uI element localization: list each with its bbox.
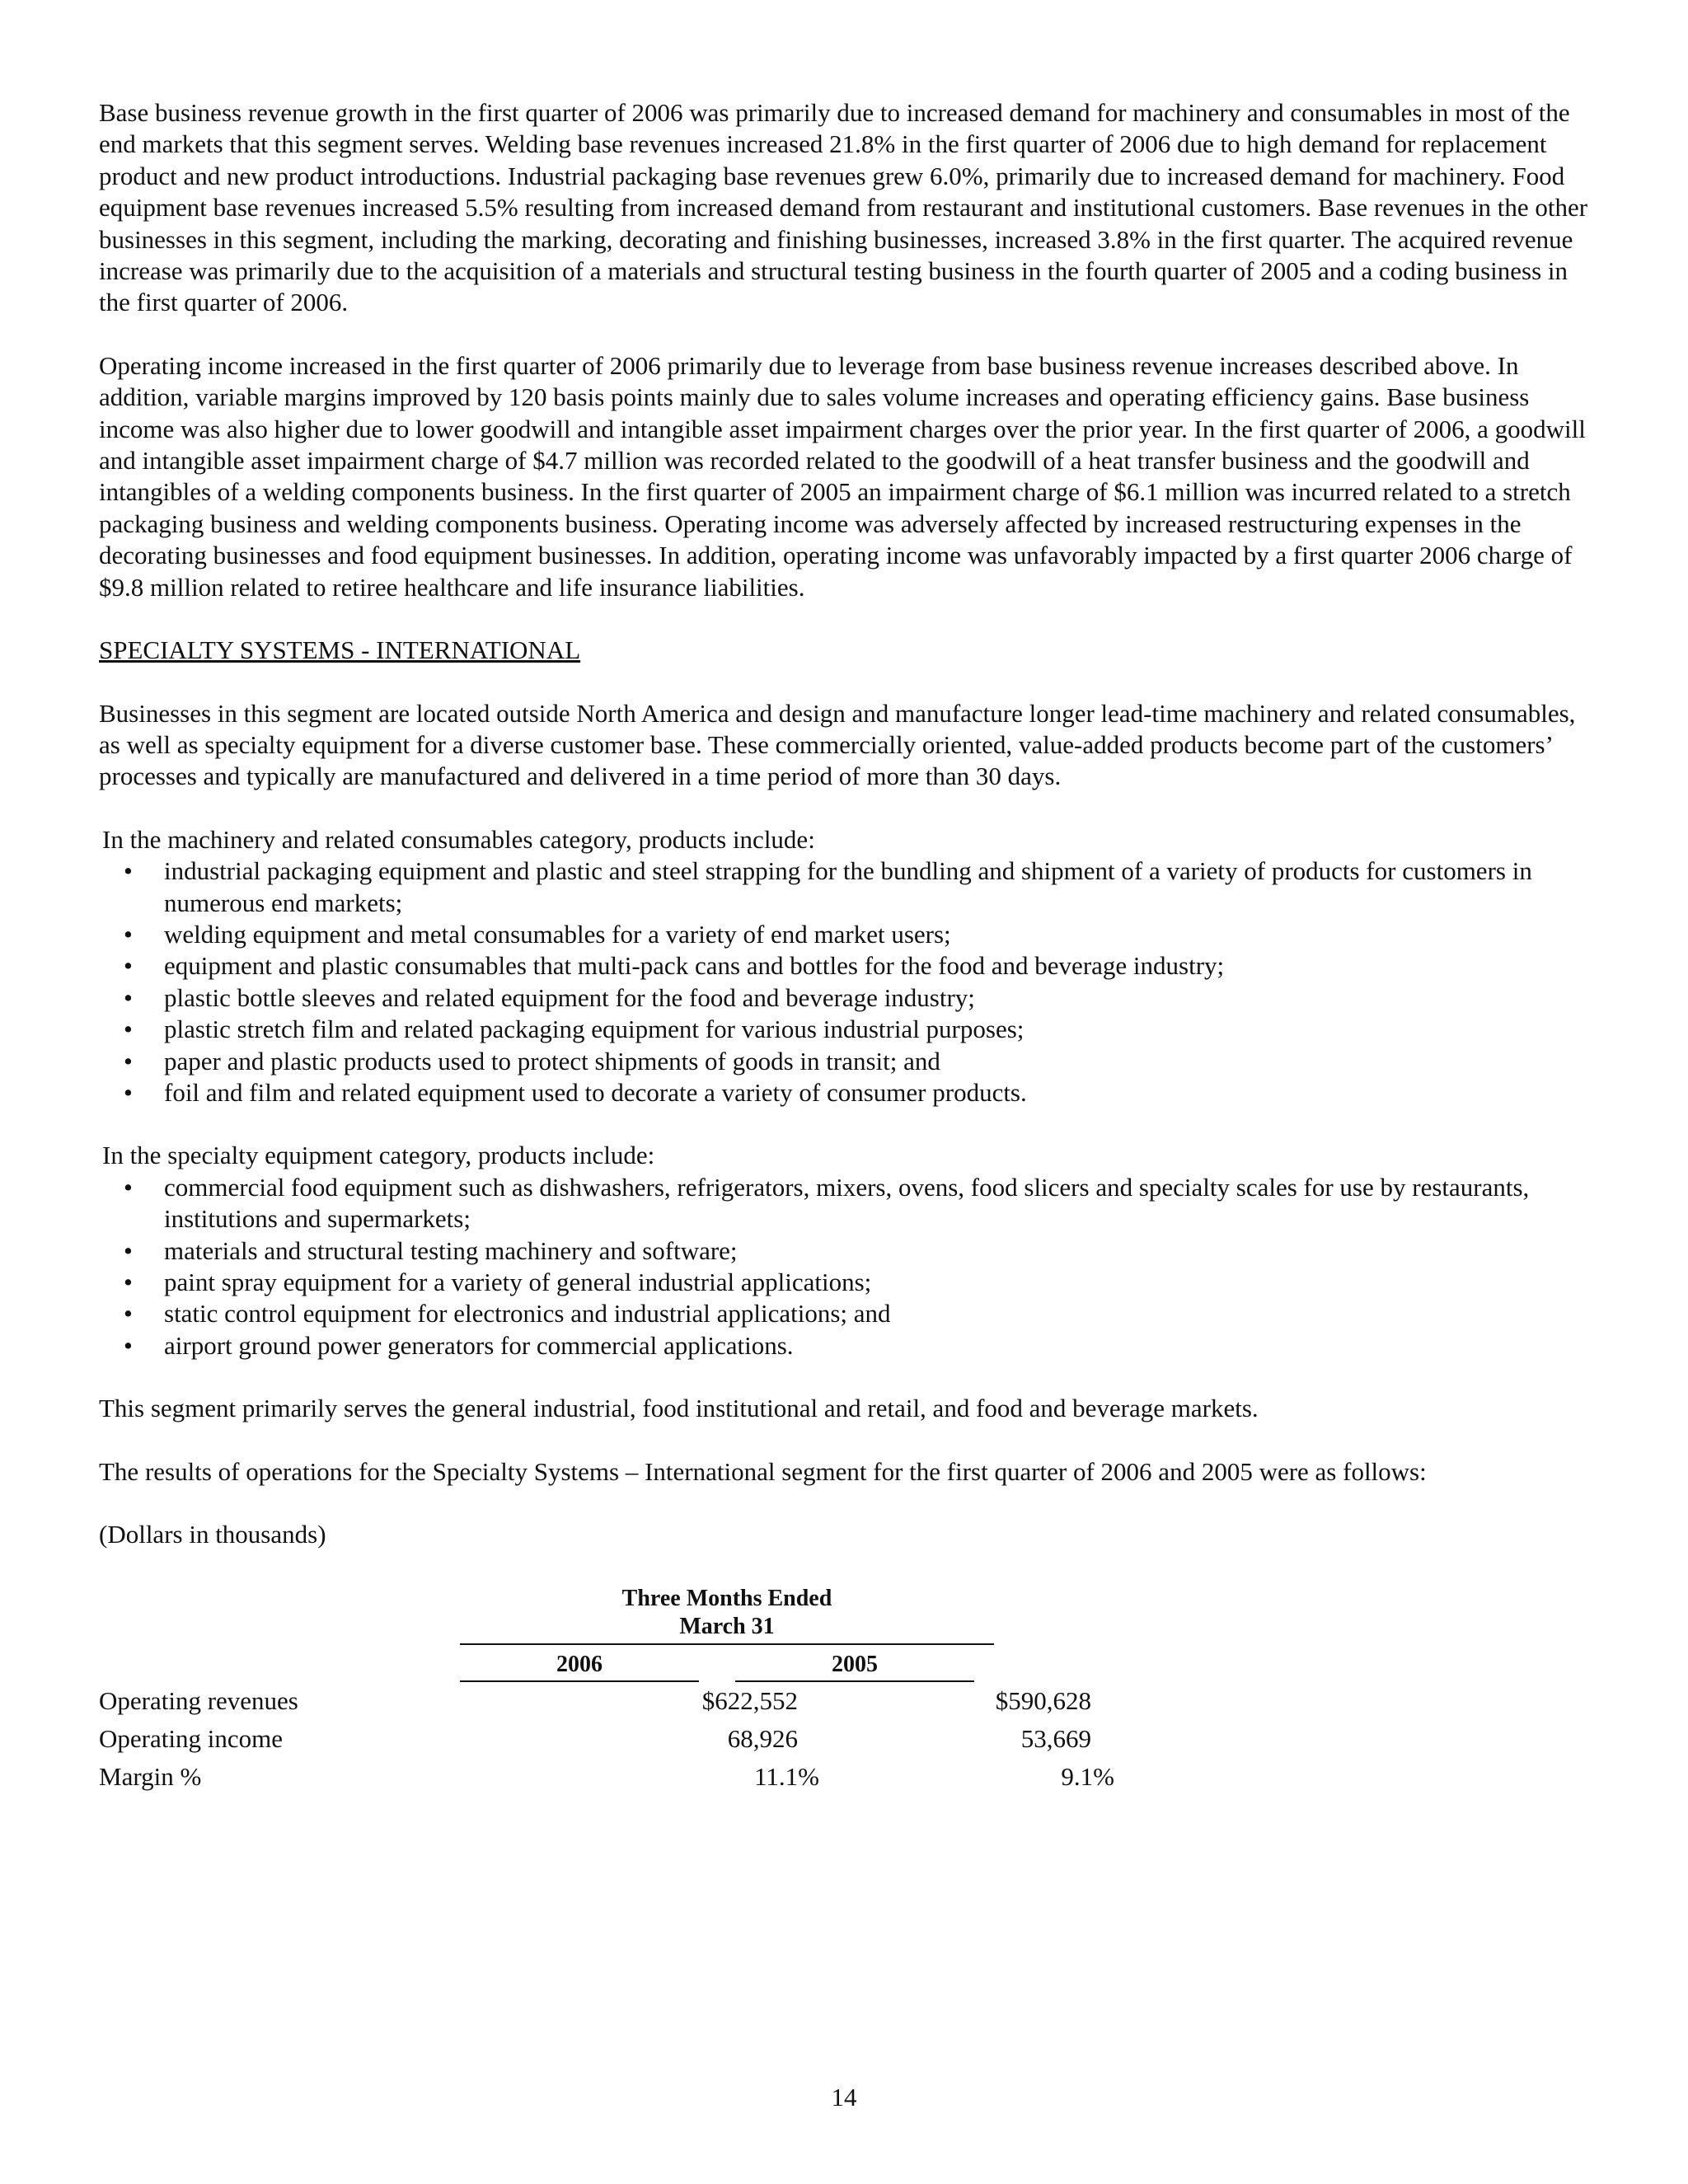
header-rule (460, 1643, 994, 1645)
paragraph-operating-income: Operating income increased in the first quarter of 2006 primarily due to leverage from base business revenue increases described above. In addition, variable margins improved by 120 basis points mainly due to sales volume increases and operating efficiency gains. Base business income was also higher due to lower goodwill and intangible asset impairment charges over the prior year. In the first quarter of 2006, a goodwill and intangible asset impairment charge of $4.7 million was recorded related to the goodwill of a heat transfer business and the goodwill and intangibles of a welding components business. In the first quarter of 2005 an impairment charge of $6.1 million was incurred related to a stretch packaging business and welding components business. Operating income was adversely affected by increased restructuring expenses in the decorating businesses and food equipment businesses. In addition, operating income was unfavorably impacted by a first quarter 2006 charge of $9.8 million related to retiree healthcare and life insurance liabilities. (99, 350, 1586, 602)
bullet-icon: • (124, 1077, 133, 1107)
value-margin-2006: 11.1% (754, 1762, 819, 1791)
bullet-icon: • (124, 1268, 133, 1296)
column-header-2005: 2005 (832, 1652, 878, 1677)
list-item: • static control equipment for electronics and industrial applications; and (99, 1298, 1591, 1329)
bullet-icon: • (124, 856, 133, 886)
bullet-icon: • (124, 1299, 133, 1329)
machinery-bullets (99, 855, 1591, 1108)
document-body (99, 97, 1591, 1550)
column-rule-2005 (735, 1680, 974, 1682)
value-income-2006: 68,926 (727, 1724, 798, 1753)
bullet-icon: • (124, 1172, 133, 1202)
list-item: • paint spray equipment for a variety of general industrial applications; (99, 1267, 1591, 1298)
bullet-icon: • (124, 1015, 133, 1044)
list-item: • materials and structural testing machinery and software; (99, 1235, 1591, 1267)
specialty-list (99, 1140, 1591, 1361)
value-income-2005: 53,669 (1020, 1724, 1091, 1753)
specialty-list-intro: In the specialty equipment category, products include: (102, 1141, 655, 1170)
table-header-period: Three Months Ended (621, 1586, 832, 1611)
row-label-margin: Margin % (99, 1762, 202, 1791)
bullet-icon: • (124, 919, 133, 949)
list-item: • welding equipment and metal consumables for a variety of end market users; (99, 919, 1591, 950)
machinery-list-intro: In the machinery and related consumables category, products include: (102, 824, 815, 854)
list-item: • equipment and plastic consumables that multi-pack cans and bottles for the food and beverage industry; (99, 950, 1591, 982)
column-rule-2006 (460, 1680, 699, 1682)
list-item: • commercial food equipment such as dishwashers, refrigerators, mixers, ovens, food slicers and specialty scales for use by restaurants, institutions and supermarkets; (124, 1172, 1530, 1234)
bullet-icon: • (124, 1330, 133, 1360)
value-margin-2005: 9.1% (1061, 1762, 1114, 1791)
bullet-icon: • (124, 982, 133, 1012)
paragraph-markets: This segment primarily serves the general industrial, food institutional and retail, and food and beverage markets. (99, 1394, 1259, 1423)
list-item: • plastic stretch film and related packaging equipment for various industrial purposes; (99, 1014, 1591, 1045)
column-header-2006: 2006 (556, 1652, 603, 1677)
paragraph-results-intro: The results of operations for the Specialty Systems – International segment for the first quarter of 2006 and 2005 were as follows: (99, 1456, 1427, 1486)
machinery-list (99, 824, 1591, 1109)
specialty-bullets (99, 1172, 1591, 1361)
list-item: • airport ground power generators for commercial applications. (99, 1330, 1591, 1361)
row-label-operating-revenues: Operating revenues (99, 1686, 298, 1715)
list-item: • industrial packaging equipment and plastic and steel strapping for the bundling and shipment of a variety of products for customers in numerous end markets; (124, 856, 1532, 917)
section-heading: SPECIALTY SYSTEMS - INTERNATIONAL (99, 635, 581, 665)
paragraph-segment-description: Businesses in this segment are located outside North America and design and manufacture longer lead-time machinery and related consumables, as well as specialty equipment for a diverse customer base. These commercially oriented, value-added products become part of the customers’ processes and typically are manufactured and delivered in a time period of more than 30 days. (99, 698, 1576, 791)
dollars-note: (Dollars in thousands) (99, 1520, 326, 1549)
value-revenues-2006: $622,552 (701, 1686, 798, 1715)
table-header-date: March 31 (679, 1614, 775, 1639)
bullet-icon: • (124, 951, 133, 981)
paragraph-base-revenue: Base business revenue growth in the first quarter of 2006 was primarily due to increased demand for machinery and consumables in most of the end markets that this segment serves. Welding base revenues increased 21.8% in the first quarter of 2006 due to high demand for replacement product and new product introductions. Industrial packaging base revenues grew 6.0%, primarily due to increased demand for machinery. Food equipment base revenues increased 5.5% resulting from increased demand from restaurant and institutional customers. Base revenues in the other businesses in this segment, including the marking, decorating and finishing businesses, increased 3.8% in the first quarter. The acquired revenue increase was primarily due to the acquisition of a materials and structural testing business in the fourth quarter of 2005 and a coding business in the first quarter of 2006. (99, 98, 1588, 317)
list-item: • foil and film and related equipment used to decorate a variety of consumer products. (99, 1077, 1591, 1108)
value-revenues-2005: $590,628 (995, 1686, 1091, 1715)
row-label-operating-income: Operating income (99, 1724, 283, 1753)
bullet-icon: • (124, 1235, 133, 1265)
list-item: • plastic bottle sleeves and related equipment for the food and beverage industry; (99, 982, 1591, 1014)
page-number: 14 (831, 2083, 857, 2111)
bullet-icon: • (124, 1046, 133, 1076)
list-item: • paper and plastic products used to protect shipments of goods in transit; and (99, 1046, 1591, 1077)
